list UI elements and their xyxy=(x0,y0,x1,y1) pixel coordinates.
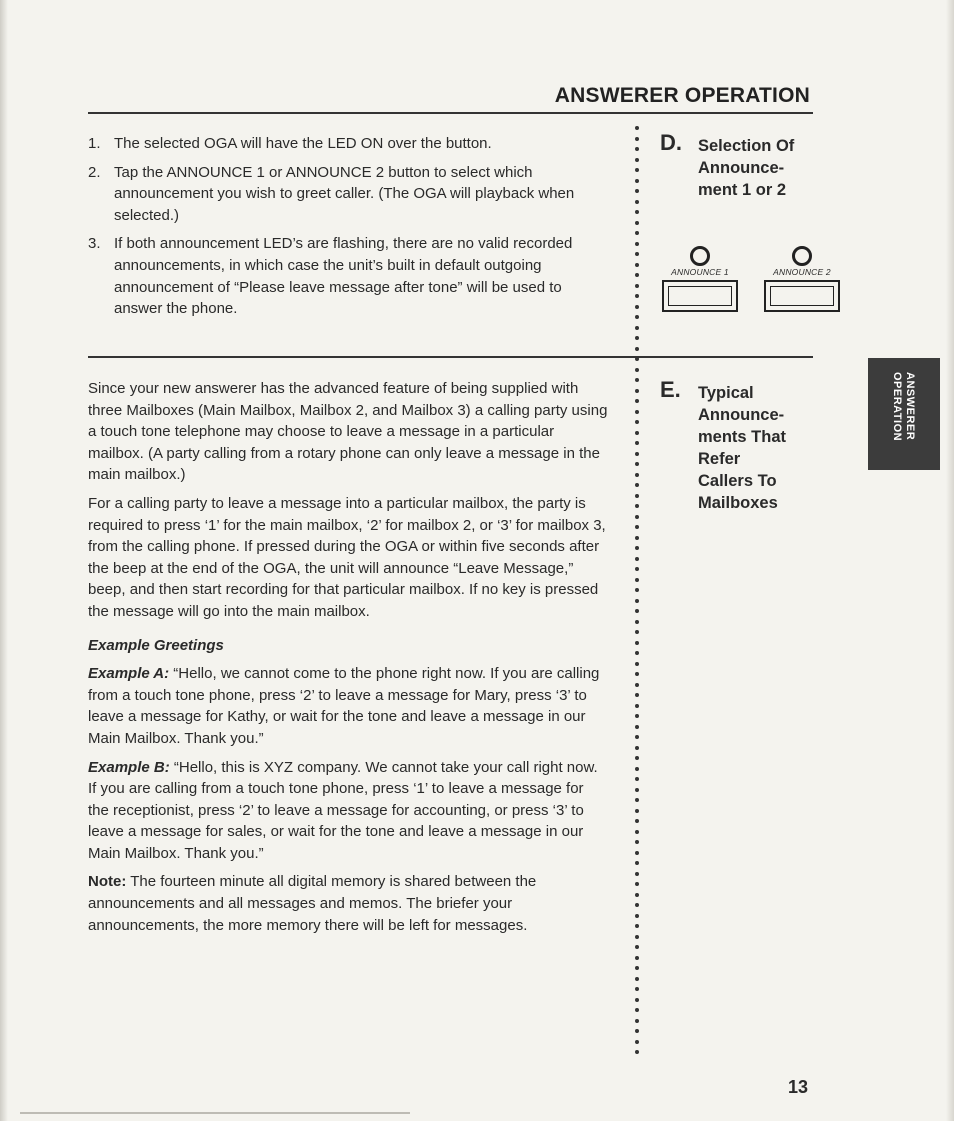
page-number: 13 xyxy=(788,1077,809,1097)
divider-dot xyxy=(635,557,639,561)
page-left-edge xyxy=(0,0,8,1121)
divider-dot xyxy=(635,1029,639,1033)
divider-dot xyxy=(635,851,639,855)
divider-dot xyxy=(635,210,639,214)
divider-dot xyxy=(635,714,639,718)
divider-dot xyxy=(635,725,639,729)
divider-dot xyxy=(635,242,639,246)
divider-dot xyxy=(635,158,639,162)
section-heading-text: Selection Of Announce- ment 1 or 2 xyxy=(698,137,795,199)
led-icon xyxy=(690,246,710,266)
divider-dot xyxy=(635,441,639,445)
page-bottom-edge xyxy=(20,1112,410,1114)
divider-dot xyxy=(635,599,639,603)
divider-dot xyxy=(635,168,639,172)
paragraph: For a calling party to leave a message into a particular mailbox, the party is required to press ‘1’ for the main mailbox, ‘2’ for mailbox 2, or ‘3’ for mailbox 3, from the calling phone. If pressed during the OGA or within five seconds after the beep at the end of the OGA, the unit will announce “Leave Message,” beep, and then start recording for that particular mailbox. If no key is pressed the message will go into the main mailbox. xyxy=(88,494,606,620)
divider-dot xyxy=(635,452,639,456)
divider-dot xyxy=(635,399,639,403)
divider-dot xyxy=(635,641,639,645)
divider-dot xyxy=(635,189,639,193)
divider-dot xyxy=(635,1008,639,1012)
divider-dot xyxy=(635,368,639,372)
section-divider xyxy=(88,356,813,358)
divider-dot xyxy=(635,672,639,676)
section-letter: E. xyxy=(660,377,681,402)
announce-button-icon xyxy=(764,280,840,312)
announce-button-label: ANNOUNCE 1 xyxy=(671,267,729,277)
divider-dot xyxy=(635,872,639,876)
divider-dot xyxy=(635,294,639,298)
divider-dot xyxy=(635,389,639,393)
divider-dot xyxy=(635,431,639,435)
divider-dot xyxy=(635,945,639,949)
divider-dot xyxy=(635,1040,639,1044)
divider-dot xyxy=(635,525,639,529)
divider-dot xyxy=(635,126,639,130)
divider-dot xyxy=(635,410,639,414)
divider-dot xyxy=(635,977,639,981)
divider-dot xyxy=(635,347,639,351)
divider-dot xyxy=(635,903,639,907)
divider-dot xyxy=(635,861,639,865)
divider-dot xyxy=(635,609,639,613)
divider-dot xyxy=(635,798,639,802)
divider-dot xyxy=(635,767,639,771)
divider-dot xyxy=(635,483,639,487)
page-title: ANSWERER OPERATION xyxy=(554,84,810,107)
divider-dot xyxy=(635,683,639,687)
divider-dot xyxy=(635,630,639,634)
divider-dot xyxy=(635,252,639,256)
divider-dot xyxy=(635,956,639,960)
divider-dot xyxy=(635,840,639,844)
divider-dot xyxy=(635,1050,639,1054)
divider-dot xyxy=(635,357,639,361)
announce-1-illustration xyxy=(658,246,742,312)
divider-dot xyxy=(635,620,639,624)
divider-dot xyxy=(635,746,639,750)
divider-dot xyxy=(635,137,639,141)
divider-dot xyxy=(635,777,639,781)
example-b: Example B: “Hello, this is XYZ company. We cannot take your call right now. If you are calling from a touch tone phone, press ‘1’ to leave a message for the receptionist, press ‘2’ to leave a message for accounting, or press ‘3’ to leave a message for sales, or wait for the tone and leave a message in our Main Mailbox. Thank you.” xyxy=(88,758,598,862)
mailbox-announcements-body xyxy=(88,378,608,943)
led-icon xyxy=(792,246,812,266)
divider-dot xyxy=(635,315,639,319)
divider-dot xyxy=(635,305,639,309)
divider-dot xyxy=(635,756,639,760)
divider-dot xyxy=(635,966,639,970)
divider-dot xyxy=(635,515,639,519)
divider-dot xyxy=(635,231,639,235)
divider-dot xyxy=(635,914,639,918)
dotted-column-divider xyxy=(632,126,646,1058)
divider-dot xyxy=(635,546,639,550)
divider-dot xyxy=(635,704,639,708)
section-letter: D. xyxy=(660,130,682,155)
header-rule xyxy=(88,112,813,114)
divider-dot xyxy=(635,651,639,655)
divider-dot xyxy=(635,788,639,792)
list-item: 1. The selected OGA will have the LED ON over the button. xyxy=(88,135,492,152)
divider-dot xyxy=(635,935,639,939)
divider-dot xyxy=(635,830,639,834)
announce-button-icon xyxy=(662,280,738,312)
divider-dot xyxy=(635,200,639,204)
divider-dot xyxy=(635,893,639,897)
chapter-tab-label: ANSWERER OPERATION xyxy=(891,372,916,442)
divider-dot xyxy=(635,326,639,330)
section-heading-text: Typical Announce- ments That Refer Callers To Mailboxes xyxy=(698,384,787,512)
divider-dot xyxy=(635,578,639,582)
divider-dot xyxy=(635,536,639,540)
example-a: Example A: “Hello, we cannot come to the phone right now. If you are calling from a touch tone phone, press ‘2’ to leave a message for Mary, press ‘3’ to leave a message for Kathy, or wait for the tone and leave a message in our Main Mailbox. Thank you.” xyxy=(88,665,600,747)
divider-dot xyxy=(635,819,639,823)
divider-dot xyxy=(635,462,639,466)
announce-button-label: ANNOUNCE 2 xyxy=(773,267,831,277)
divider-dot xyxy=(635,263,639,267)
divider-dot xyxy=(635,504,639,508)
divider-dot xyxy=(635,147,639,151)
divider-dot xyxy=(635,179,639,183)
examples-heading: Example Greetings xyxy=(88,636,224,654)
divider-dot xyxy=(635,378,639,382)
divider-dot xyxy=(635,494,639,498)
divider-dot xyxy=(635,284,639,288)
divider-dot xyxy=(635,809,639,813)
page-right-edge xyxy=(946,0,954,1121)
note: Note: The fourteen minute all digital memory is shared between the announcements and all messages and memos. The briefer your announcements, the more memory there will be left for messages. xyxy=(88,873,537,934)
divider-dot xyxy=(635,221,639,225)
divider-dot xyxy=(635,924,639,928)
divider-dot xyxy=(635,693,639,697)
divider-dot xyxy=(635,882,639,886)
divider-dot xyxy=(635,273,639,277)
announce-2-illustration xyxy=(760,246,844,312)
list-item: 3. If both announcement LED’s are flashing, there are no valid recorded announcements, in which case the unit’s built in default outgoing announcement of “Please leave message after tone” will be used to answer the phone. xyxy=(88,235,573,318)
divider-dot xyxy=(635,336,639,340)
divider-dot xyxy=(635,998,639,1002)
divider-dot xyxy=(635,473,639,477)
divider-dot xyxy=(635,987,639,991)
divider-dot xyxy=(635,588,639,592)
divider-dot xyxy=(635,1019,639,1023)
divider-dot xyxy=(635,735,639,739)
list-item: 2. Tap the ANNOUNCE 1 or ANNOUNCE 2 button to select which announcement you wish to greet caller. (The OGA will playback when selected.) xyxy=(88,163,575,224)
divider-dot xyxy=(635,662,639,666)
announce-selection-steps xyxy=(88,133,608,327)
chapter-tab xyxy=(868,358,940,470)
paragraph: Since your new answerer has the advanced feature of being supplied with three Mailboxes (Main Mailbox, Mailbox 2, and Mailbox 3) a calling party using a touch tone telephone may choose to leave a message in a particular mailbox. (A party calling from a rotary phone can only leave a message in the main mailbox.) xyxy=(88,380,608,484)
divider-dot xyxy=(635,567,639,571)
divider-dot xyxy=(635,420,639,424)
